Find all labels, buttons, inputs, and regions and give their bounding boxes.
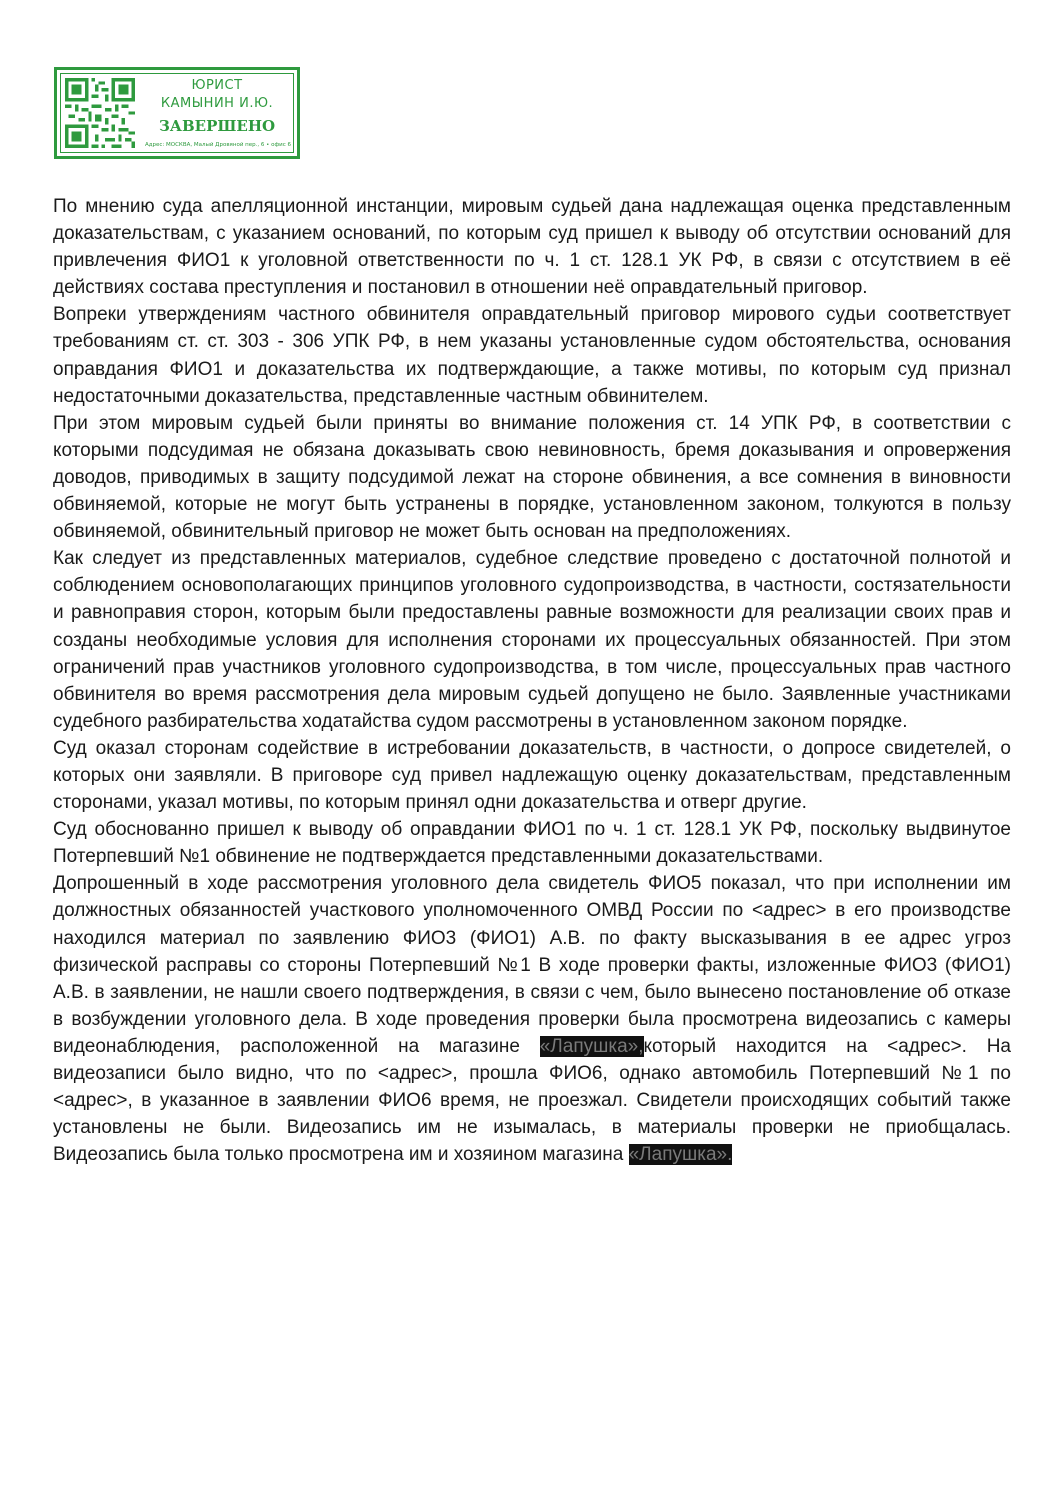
stamp-status: ЗАВЕРШЕНО (158, 117, 276, 135)
paragraph-appeal-assessment: По мнению суда апелляционной инстанции, мировым судьей дана надлежащая оценка представленным доказательствам, с указанием оснований, по которым суд пришел к выводу об отсутствии оснований для привлечения ФИО1 к уголовной ответственности по ч. 1 ст. 128.1 УК РФ, в связи с отсутствием в её действиях состава преступления и постановил в отношении неё оправдательный приговор. (53, 196, 1011, 299)
stamp-lawyer-name: КАМЫНИН И.Ю. (160, 96, 274, 111)
paragraph-judicial-investigation: Как следует из представленных материалов, судебное следствие проведено с достаточной полнотой и соблюдением основополагающих принципов уголовного судопроизводства, в частности, состязательности и равноправия сторон, которым были предоставлены равные возможности для реализации своих прав и созданы необходимые условия для исполнения сторонами их процессуальных обязанностей. При этом ограничений прав участников уголовного судопроизводства, в том числе, процессуальных прав частного обвинителя во время рассмотрения дела мировым судьей допущено не было. Заявленные участниками судебного разбирательства ходатайства судом рассмотрены в установленном законом порядке. (53, 548, 1011, 732)
paragraph-presumption-innocence: При этом мировым судьей были приняты во внимание положения ст. 14 УПК РФ, в соответствии с которыми подсудимая не обязана доказывать свою невиновность, бремя доказывания и опровержения доводов, приводимых в защиту подсудимой лежат на стороне обвинения, а все сомнения в виновности обвиняемой, которые не могут быть устранены в порядке, установленном законом, толкуются в пользу обвиняемой, обвинительный приговор не может быть основан на предположениях. (53, 412, 1011, 543)
stamp-profession: ЮРИСТ (191, 78, 243, 93)
paragraph-acquittal-conclusion: Суд обоснованно пришел к выводу об оправдании ФИО1 по ч. 1 ст. 128.1 УК РФ, поскольку выдвинутое Потерпевший №1 обвинение не подтверждается представленными доказательствами. (53, 819, 1011, 868)
paragraph-witness-testimony (53, 870, 1011, 1168)
stamp-address: Адрес: МОСКВА, Малый Дровяной пер., 6 • офис 6 (144, 142, 292, 148)
paragraph-acquittal-requirements: Вопреки утверждениям частного обвинителя оправдательный приговор мирового судьи соответствует требованиям ст. ст. 303 - 306 УПК РФ, в нем указаны установленные судом обстоятельства, основания оправдания ФИО1 и доказательства их подтверждающие, а также мотивы, по которым суд признал недостаточными доказательства, представленные частным обвинителем. (53, 304, 1011, 407)
document-body (53, 193, 1011, 1168)
lawyer-stamp (54, 67, 300, 159)
redacted-store-name-2: «Лапушка». (628, 1144, 733, 1166)
paragraph-court-assistance: Суд оказал сторонам содействие в истребовании доказательств, в частности, о допросе свидетелей, о которых они заявляли. В приговоре суд привел надлежащую оценку доказательствам, представленным сторонами, указал мотивы, по которым принял одни доказательства и отверг другие. (53, 737, 1011, 814)
redacted-store-name: «Лапушка», (539, 1035, 644, 1057)
witness-text-part-2: который находится на <адрес>. На видеозаписи было видно, что по <адрес>, прошла ФИО6, однако автомобиль Потерпевший №1 по <адрес>, в указанное в заявлении ФИО6 время, не проезжал. Свидетели происходящих событий также установлены не были. Видеозапись им не изымалась, в материалы проверки не приобщалась. Видеозапись была только просмотрена им и хозяином магазина (53, 1035, 1011, 1166)
witness-text-part-1: Допрошенный в ходе рассмотрения уголовного дела свидетель ФИО5 показал, что при исполнении им должностных обязанностей участкового уполномоченного ОМВД России по <адрес> в его производстве находился материал по заявлению ФИО3 (ФИО1) А.В. по факту высказывания в ее адрес угроз физической расправы со стороны Потерпевший №1 В ходе проверки факты, изложенные ФИО3 (ФИО1) А.В. в заявлении, не нашли своего подтверждения, в связи с чем, было вынесено постановление об отказе в возбуждении уголовного дела. В ходе проведения проверки была просмотрена видеозапись с камеры видеонаблюдения, расположенной на магазине (53, 873, 1011, 1057)
qr-code-icon (65, 78, 135, 148)
